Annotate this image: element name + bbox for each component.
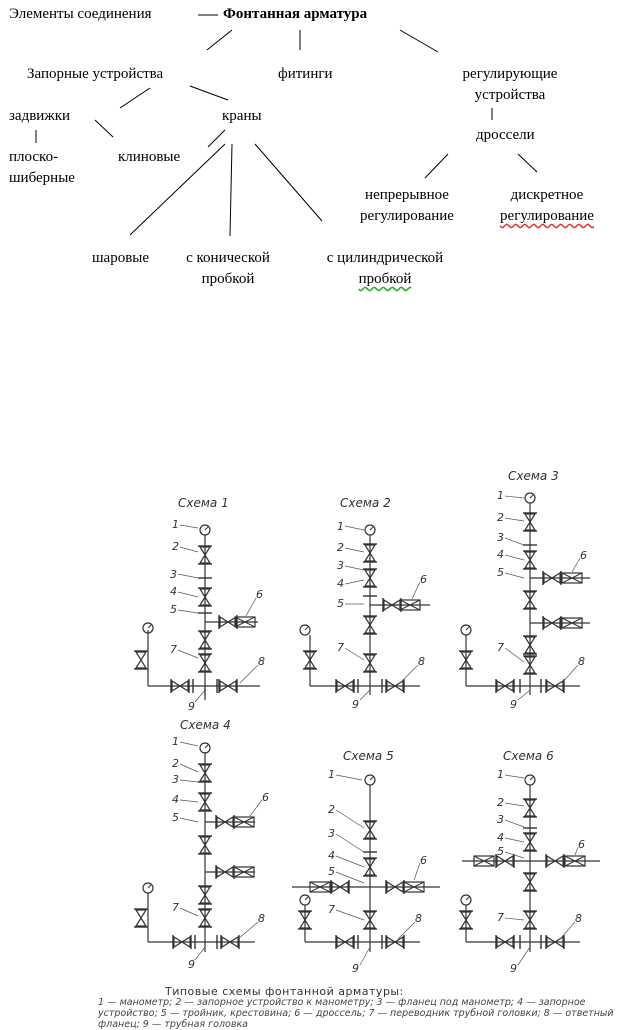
scheme-6-title: Схема 6 xyxy=(503,749,554,763)
s6-num-1: 1 xyxy=(497,768,504,781)
s4-num-7: 7 xyxy=(172,901,179,914)
s2-num-3: 3 xyxy=(337,559,344,572)
chokes-node: дроссели xyxy=(476,127,535,143)
shutoff-devices-node: Запорные устройства xyxy=(27,66,164,82)
scheme-3-drawing xyxy=(466,503,590,695)
s1-num-2: 2 xyxy=(172,540,179,553)
s1-num-7: 7 xyxy=(170,643,177,656)
s4-num-4: 4 xyxy=(172,793,179,806)
s2-num-7: 7 xyxy=(337,641,344,654)
scheme-4-title: Схема 4 xyxy=(180,718,231,732)
s2-num-8: 8 xyxy=(418,655,425,668)
regulating-line-2: устройства xyxy=(474,87,546,103)
s5-num-9: 9 xyxy=(352,962,359,975)
s5-num-3: 3 xyxy=(328,827,335,840)
s3-num-3: 3 xyxy=(497,531,504,544)
s6-num-4: 4 xyxy=(497,831,504,844)
s3-num-4: 4 xyxy=(497,548,504,561)
figure-caption-legend: 1 — манометр; 2 — запорное устройство к манометру; 3 — фланец под манометр; 4 — запорное устройство; 5 — тройник, крестовина; 6 — дроссель; 7 — переводник трубной головки; 8 — ответный фланец; 9 — трубная головка xyxy=(98,997,614,1030)
continuous-line-2: регулирование xyxy=(360,208,454,224)
s6-num-2: 2 xyxy=(497,796,504,809)
s6-num-3: 3 xyxy=(497,813,504,826)
discrete-line-2: регулирование xyxy=(500,208,594,224)
conical-line-1: с конической xyxy=(186,250,270,266)
s4-num-2: 2 xyxy=(172,757,179,770)
s6-num-7: 7 xyxy=(497,911,504,924)
s5-num-5: 5 xyxy=(328,865,335,878)
scheme-2-title: Схема 2 xyxy=(340,496,391,510)
wedge-node: клиновые xyxy=(118,149,181,165)
figure-caption-title: Типовые схемы фонтанной арматуры: xyxy=(165,985,404,998)
s3-num-6: 6 xyxy=(580,549,587,562)
s2-num-5: 5 xyxy=(337,597,344,610)
s6-num-9: 9 xyxy=(510,962,517,975)
flat-gate-line-2: шиберные xyxy=(9,170,75,186)
s5-num-1: 1 xyxy=(328,768,335,781)
s2-num-1: 1 xyxy=(337,520,344,533)
cocks-node: краны xyxy=(222,108,262,124)
s2-num-4: 4 xyxy=(337,577,344,590)
conical-line-2: пробкой xyxy=(201,271,255,287)
s5-num-6: 6 xyxy=(420,854,427,867)
s1-num-3: 3 xyxy=(170,568,177,581)
s1-num-1: 1 xyxy=(172,518,179,531)
ball-node: шаровые xyxy=(92,250,150,266)
s1-num-4: 4 xyxy=(170,585,177,598)
s1-num-6: 6 xyxy=(256,588,263,601)
cylindrical-line-2-text: пробкой xyxy=(358,271,412,287)
s1-num-8: 8 xyxy=(258,655,265,668)
s5-num-7: 7 xyxy=(328,903,335,916)
s3-num-2: 2 xyxy=(497,511,504,524)
s1-num-5: 5 xyxy=(170,603,177,616)
s4-num-8: 8 xyxy=(258,912,265,925)
root-node: Фонтанная арматура xyxy=(223,6,368,22)
s2-num-2: 2 xyxy=(337,541,344,554)
continuous-line-1: непрерывное xyxy=(365,187,449,203)
scheme-5-title: Схема 5 xyxy=(343,749,394,763)
s3-num-7: 7 xyxy=(497,641,504,654)
discrete-line-1: дискретное xyxy=(510,187,584,203)
s5-num-2: 2 xyxy=(328,803,335,816)
s3-num-5: 5 xyxy=(497,566,504,579)
s6-num-5: 5 xyxy=(497,845,504,858)
scheme-1-title: Схема 1 xyxy=(178,496,229,510)
s4-num-6: 6 xyxy=(262,791,269,804)
gate-valves-node: задвижки xyxy=(9,108,71,124)
fittings-node: фитинги xyxy=(278,66,333,82)
s2-num-6: 6 xyxy=(420,573,427,586)
s3-num-1: 1 xyxy=(497,489,504,502)
s3-num-8: 8 xyxy=(578,655,585,668)
s6-num-6: 6 xyxy=(578,838,585,851)
s3-num-9: 9 xyxy=(510,698,517,711)
s4-num-3: 3 xyxy=(172,773,179,786)
s4-num-9: 9 xyxy=(188,958,195,971)
cylindrical-line-1: с цилиндрической xyxy=(326,250,444,266)
s6-num-8: 8 xyxy=(575,912,582,925)
s5-num-8: 8 xyxy=(415,912,422,925)
s4-num-1: 1 xyxy=(172,735,179,748)
scheme-3-title: Схема 3 xyxy=(508,469,559,483)
s1-num-9: 9 xyxy=(188,700,195,713)
s4-num-5: 5 xyxy=(172,811,179,824)
flat-gate-line-1: плоско- xyxy=(9,149,59,165)
regulating-line-1: регулирующие xyxy=(462,66,558,82)
s2-num-9: 9 xyxy=(352,698,359,711)
s5-num-4: 4 xyxy=(328,849,335,862)
root-prefix-label: Элементы соединения xyxy=(9,6,152,22)
leader-lines xyxy=(178,496,580,965)
